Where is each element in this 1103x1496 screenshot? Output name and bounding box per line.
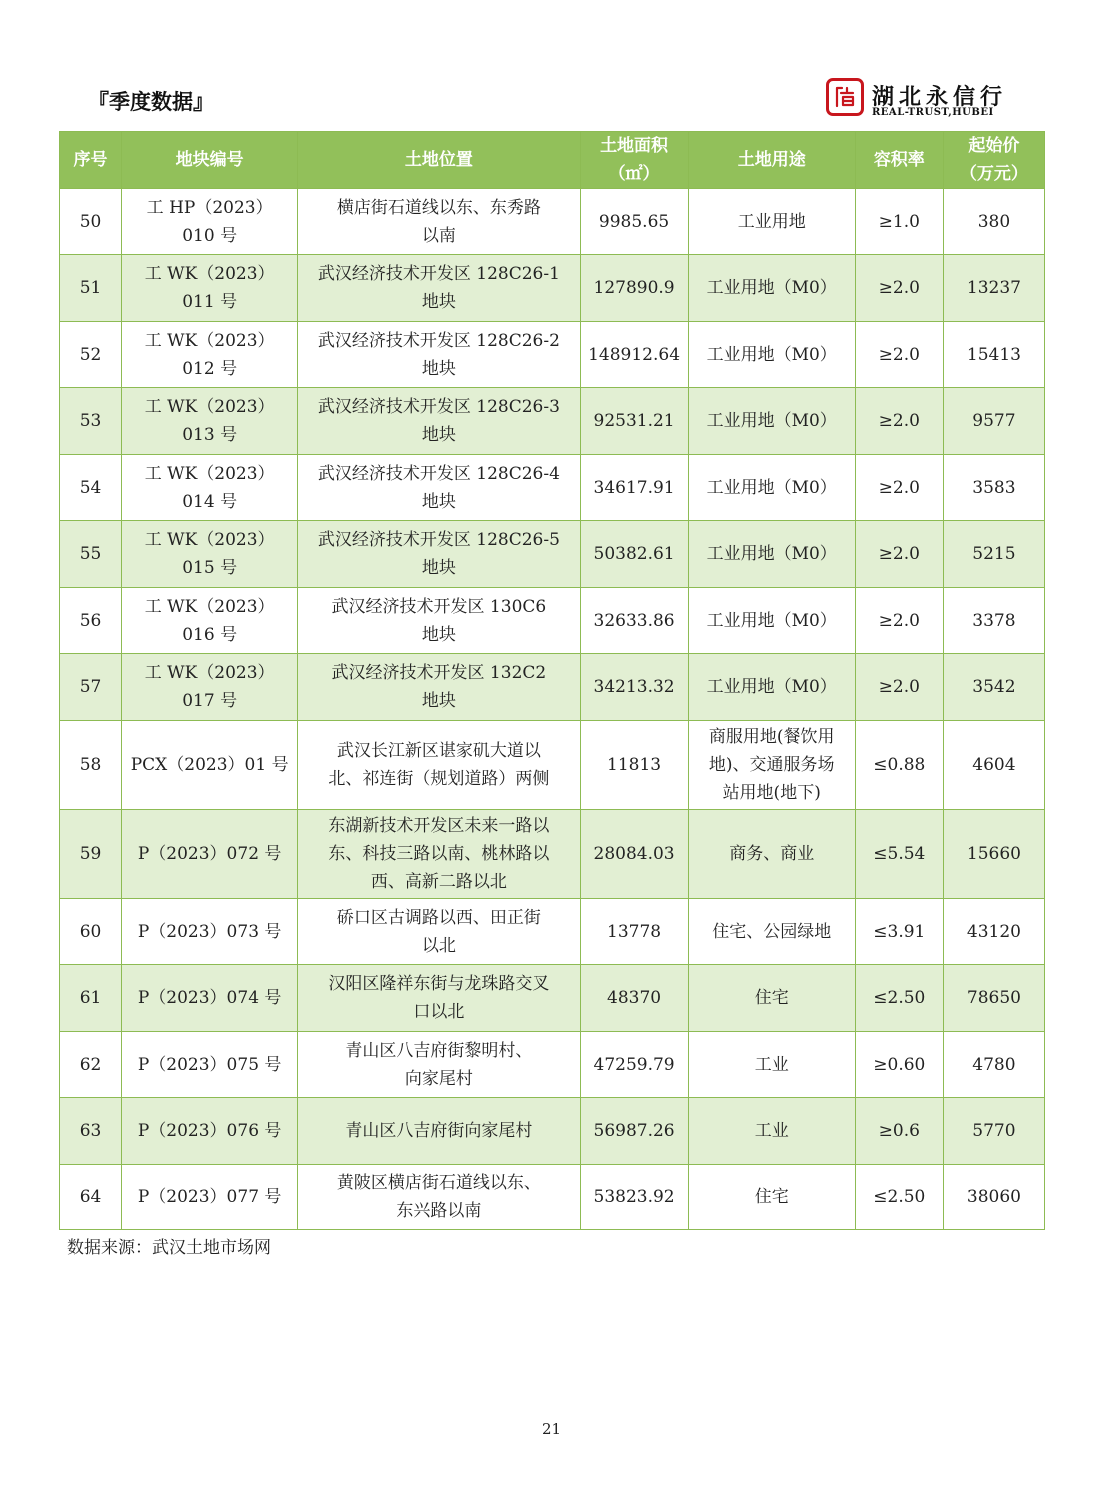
table-cell (855, 721, 943, 810)
cell-line: 5770 (972, 1121, 1016, 1141)
column-header (855, 132, 943, 189)
cell-line: 4604 (972, 755, 1016, 775)
cell-line: 014 号 (182, 491, 238, 512)
data-source-note: 数据来源：武汉土地市场网 (67, 1238, 271, 1258)
cell-line: ≥2.0 (878, 278, 920, 298)
logo-chinese-name: 湖北永信行 (872, 85, 1008, 110)
cell-line: 地块编号 (175, 150, 244, 170)
table-cell (298, 810, 580, 899)
table-cell (688, 1032, 855, 1098)
column-header (60, 132, 122, 189)
cell-line: 工 WK（2023） (144, 397, 275, 417)
table-cell (60, 255, 122, 322)
cell-line: 土地用途 (737, 150, 806, 170)
cell-line: ≥2.0 (878, 344, 920, 365)
table-cell (122, 189, 298, 255)
table-cell (688, 388, 855, 455)
cell-line: 34213.32 (593, 677, 675, 697)
cell-line: 43120 (966, 921, 1021, 942)
table-cell (298, 1165, 580, 1230)
cell-line: 以南 (421, 225, 456, 246)
table-cell (943, 810, 1044, 899)
table-cell (943, 1098, 1044, 1165)
table-cell (580, 189, 688, 255)
cell-line: 92531.21 (593, 411, 675, 431)
cell-line: 工业用地（M0） (706, 477, 837, 498)
cell-line: 青山区八吉府街黎明村、 (345, 1040, 533, 1061)
cell-line: 010 号 (182, 225, 238, 246)
cell-line: 55 (79, 544, 102, 564)
table-cell (855, 965, 943, 1032)
cell-line: 武汉经济技术开发区 130C6 (331, 596, 547, 617)
table-cell (943, 654, 1044, 721)
cell-line: 59 (79, 844, 102, 864)
table-cell (122, 1098, 298, 1165)
cell-line: 东兴路以南 (396, 1201, 482, 1221)
cell-line: 38060 (966, 1187, 1021, 1207)
table-cell (60, 189, 122, 255)
cell-line: 11813 (607, 755, 662, 775)
table-cell (122, 455, 298, 521)
cell-line: 013 号 (182, 425, 238, 445)
table-cell (60, 588, 122, 654)
cell-line: P（2023）076 号 (137, 1121, 282, 1141)
cell-line: 78650 (966, 988, 1021, 1008)
cell-line: 50 (79, 211, 102, 232)
cell-line: 56987.26 (593, 1121, 675, 1141)
cell-line: 3542 (972, 677, 1016, 697)
table-cell (60, 899, 122, 965)
table-cell (298, 899, 580, 965)
column-header (688, 132, 855, 189)
table-cell (298, 521, 580, 588)
cell-line: ≤5.54 (873, 844, 926, 864)
table-cell (855, 899, 943, 965)
cell-line: ≤2.50 (873, 988, 926, 1008)
cell-line: 53 (79, 411, 102, 431)
table-cell (60, 455, 122, 521)
cell-line: （万元） (959, 164, 1028, 184)
company-logo (826, 78, 1026, 122)
table-row (60, 1165, 1045, 1230)
table-cell (580, 721, 688, 810)
cell-line: 016 号 (182, 624, 238, 645)
cell-line: 51 (79, 278, 102, 298)
table-cell (298, 455, 580, 521)
cell-line: ≤2.50 (873, 1187, 926, 1207)
cell-line: ≥2.0 (878, 544, 920, 564)
table-body (60, 189, 1045, 1230)
table-cell (122, 521, 298, 588)
cell-line: 工业用地（M0） (706, 411, 837, 431)
table-cell (943, 189, 1044, 255)
cell-line: 148912.64 (588, 344, 681, 365)
cell-line: P（2023）072 号 (137, 844, 282, 864)
table-cell (298, 654, 580, 721)
cell-line: 以北 (421, 935, 456, 956)
table-cell (943, 388, 1044, 455)
table-row (60, 189, 1045, 255)
cell-line: 地)、交通服务场 (708, 755, 835, 775)
table-cell (60, 1098, 122, 1165)
table-cell (688, 455, 855, 521)
table-cell (298, 721, 580, 810)
table-cell (298, 322, 580, 388)
cell-line: 西、高新二路以北 (370, 872, 507, 892)
table-row (60, 810, 1045, 899)
cell-line: 工业用地 (737, 211, 806, 232)
cell-line: 63 (79, 1121, 102, 1141)
cell-line: 地块 (421, 292, 456, 312)
table-cell (580, 1098, 688, 1165)
cell-line: 011 号 (182, 292, 238, 312)
cell-line: 48370 (607, 988, 662, 1008)
table-row (60, 455, 1045, 521)
cell-line: P（2023）075 号 (137, 1054, 282, 1075)
cell-line: 汉阳区隆祥东街与龙珠路交叉 (328, 974, 550, 994)
cell-line: 15413 (966, 344, 1021, 365)
table-cell (688, 255, 855, 322)
cell-line: 工 WK（2023） (144, 530, 275, 550)
cell-line: 127890.9 (593, 278, 675, 298)
cell-line: 64 (79, 1187, 102, 1207)
cell-line: 57 (79, 677, 102, 697)
cell-line: 28084.03 (593, 844, 675, 864)
table-cell (688, 521, 855, 588)
table-row (60, 1098, 1045, 1165)
table-cell (298, 388, 580, 455)
cell-line: 56 (79, 610, 102, 631)
cell-line: ≥2.0 (878, 411, 920, 431)
cell-line: 工 WK（2023） (144, 596, 275, 617)
table-cell (855, 322, 943, 388)
cell-line: 站用地(地下) (722, 783, 821, 803)
cell-line: 青山区八吉府街向家尾村 (345, 1121, 533, 1141)
table-row (60, 388, 1045, 455)
table-cell (60, 388, 122, 455)
cell-line: 地块 (421, 558, 456, 578)
table-cell (580, 521, 688, 588)
table-cell (60, 810, 122, 899)
table-cell (122, 899, 298, 965)
cell-line: ≥0.6 (878, 1121, 920, 1141)
table-cell (943, 455, 1044, 521)
cell-line: 口以北 (413, 1002, 465, 1022)
cell-line: P（2023）077 号 (137, 1187, 282, 1207)
table-cell (580, 322, 688, 388)
cell-line: 9577 (972, 411, 1016, 431)
cell-line: 61 (79, 988, 102, 1008)
page-number: 21 (541, 1420, 562, 1438)
table-cell (580, 1032, 688, 1098)
table-header-row (60, 132, 1045, 189)
table-cell (580, 388, 688, 455)
table-cell (943, 721, 1044, 810)
cell-line: 住宅 (754, 1187, 789, 1207)
cell-line: 3378 (972, 610, 1016, 631)
table-cell (122, 322, 298, 388)
table-row (60, 322, 1045, 388)
table-cell (122, 810, 298, 899)
table-cell (855, 1165, 943, 1230)
cell-line: 地块 (421, 491, 456, 512)
cell-line: 34617.91 (593, 477, 675, 498)
cell-line: 东、科技三路以南、桃林路以 (328, 844, 550, 864)
table-cell (122, 388, 298, 455)
table-cell (298, 189, 580, 255)
table-cell (580, 455, 688, 521)
cell-line: 起始价 (968, 136, 1020, 156)
cell-line: 4780 (972, 1054, 1016, 1075)
table-cell (60, 322, 122, 388)
cell-line: 工业用地（M0） (706, 677, 837, 697)
table-cell (943, 322, 1044, 388)
table-cell (943, 255, 1044, 322)
cell-line: 住宅 (754, 988, 789, 1008)
table-cell (298, 1032, 580, 1098)
cell-line: 工 HP（2023） (146, 197, 273, 218)
table-cell (688, 899, 855, 965)
table-cell (60, 965, 122, 1032)
table-cell (688, 588, 855, 654)
table-cell (122, 255, 298, 322)
table-cell (943, 588, 1044, 654)
cell-line: 工 WK（2023） (144, 330, 275, 351)
table-cell (580, 965, 688, 1032)
cell-line: 工 WK（2023） (144, 264, 275, 284)
cell-line: 商务、商业 (729, 844, 815, 864)
table-row (60, 255, 1045, 322)
cell-line: P（2023）074 号 (137, 988, 282, 1008)
cell-line: 地块 (421, 358, 456, 379)
cell-line: 53823.92 (593, 1187, 675, 1207)
table-cell (60, 1032, 122, 1098)
cell-line: 32633.86 (593, 610, 675, 631)
cell-line: ≥2.0 (878, 610, 920, 631)
seal-icon (826, 78, 864, 116)
cell-line: ≤3.91 (873, 921, 926, 942)
table-cell (298, 1098, 580, 1165)
column-header (298, 132, 580, 189)
cell-line: 工业用地（M0） (706, 544, 837, 564)
cell-line: 硚口区古调路以西、田正街 (336, 907, 541, 928)
cell-line: 5215 (972, 544, 1016, 564)
table-cell (580, 654, 688, 721)
table-cell (298, 255, 580, 322)
table-cell (122, 721, 298, 810)
cell-line: 地块 (421, 425, 456, 445)
table-cell (580, 1165, 688, 1230)
page-header (0, 0, 1103, 130)
table-cell (688, 322, 855, 388)
cell-line: ≥0.60 (873, 1054, 926, 1075)
column-header (122, 132, 298, 189)
cell-line: 13237 (966, 278, 1021, 298)
table-cell (688, 721, 855, 810)
table-cell (688, 1165, 855, 1230)
table-cell (688, 1098, 855, 1165)
table-cell (688, 654, 855, 721)
table-cell (122, 965, 298, 1032)
cell-line: ≥1.0 (878, 211, 920, 232)
cell-line: 土地面积 (600, 136, 669, 156)
cell-line: 50382.61 (593, 544, 675, 564)
table-row (60, 521, 1045, 588)
cell-line: 住宅、公园绿地 (712, 921, 832, 942)
cell-line: 15660 (966, 844, 1021, 864)
cell-line: 序号 (73, 150, 108, 170)
table-cell (855, 1098, 943, 1165)
cell-line: 地块 (421, 624, 456, 645)
table-row (60, 965, 1045, 1032)
land-auction-table (59, 131, 1045, 1230)
cell-line: 54 (79, 477, 102, 498)
cell-line: ≥2.0 (878, 477, 920, 498)
cell-line: 横店街石道线以东、东秀路 (336, 197, 541, 218)
table-cell (580, 588, 688, 654)
cell-line: 商服用地(餐饮用 (708, 727, 835, 747)
table-cell (60, 721, 122, 810)
cell-line: 向家尾村 (404, 1068, 473, 1089)
table-row (60, 588, 1045, 654)
cell-line: 武汉经济技术开发区 128C26-1 (317, 264, 560, 284)
table-cell (855, 189, 943, 255)
table-cell (688, 810, 855, 899)
table-cell (855, 521, 943, 588)
cell-line: 北、祁连街（规划道路）两侧 (328, 769, 550, 789)
cell-line: 60 (79, 921, 102, 942)
cell-line: 工业 (754, 1054, 789, 1075)
cell-line: 52 (79, 344, 102, 365)
cell-line: 工业用地（M0） (706, 610, 837, 631)
table-cell (855, 588, 943, 654)
cell-line: 容积率 (873, 150, 925, 170)
table-cell (580, 899, 688, 965)
column-header (943, 132, 1044, 189)
cell-line: ≤0.88 (873, 755, 926, 775)
table-cell (855, 455, 943, 521)
table-cell (855, 1032, 943, 1098)
cell-line: 工 WK（2023） (144, 663, 275, 683)
cell-line: 13778 (607, 921, 662, 942)
cell-line: （㎡） (608, 164, 660, 184)
cell-line: 015 号 (182, 558, 238, 578)
cell-line: 9985.65 (598, 211, 670, 232)
cell-line: PCX（2023）01 号 (130, 755, 289, 775)
table-cell (855, 388, 943, 455)
cell-line: P（2023）073 号 (137, 921, 282, 942)
table-cell (943, 521, 1044, 588)
cell-line: 武汉经济技术开发区 128C26-4 (317, 463, 560, 484)
cell-line: 武汉经济技术开发区 128C26-5 (317, 530, 560, 550)
table-row (60, 654, 1045, 721)
cell-line: 62 (79, 1054, 102, 1075)
table-cell (122, 1032, 298, 1098)
table-cell (122, 654, 298, 721)
table-cell (580, 255, 688, 322)
table-cell (855, 255, 943, 322)
table-cell (60, 521, 122, 588)
logo-english-name: REAL-TRUST,HUBEI (872, 107, 994, 118)
table-cell (60, 1165, 122, 1230)
cell-line: 黄陂区横店街石道线以东、 (336, 1173, 541, 1193)
cell-line: 地块 (421, 691, 456, 711)
cell-line: 东湖新技术开发区未来一路以 (328, 816, 550, 836)
table-cell (580, 810, 688, 899)
table-cell (298, 588, 580, 654)
cell-line: 58 (79, 755, 102, 775)
cell-line: 武汉经济技术开发区 132C2 (331, 663, 547, 683)
cell-line: 工 WK（2023） (144, 463, 275, 484)
cell-line: 武汉长江新区谌家矶大道以 (336, 741, 541, 761)
cell-line: 工业用地（M0） (706, 278, 837, 298)
table-cell (688, 189, 855, 255)
section-title: 『季度数据』 (88, 90, 214, 114)
cell-line: ≥2.0 (878, 677, 920, 697)
cell-line: 工业用地（M0） (706, 344, 837, 365)
table-row (60, 1032, 1045, 1098)
table-cell (855, 810, 943, 899)
cell-line: 工业 (754, 1121, 789, 1141)
cell-line: 武汉经济技术开发区 128C26-2 (317, 330, 560, 351)
table-cell (943, 899, 1044, 965)
cell-line: 武汉经济技术开发区 128C26-3 (317, 397, 560, 417)
cell-line: 380 (977, 211, 1011, 232)
table-cell (298, 965, 580, 1032)
cell-line: 土地位置 (404, 150, 473, 170)
table-cell (943, 965, 1044, 1032)
table-row (60, 899, 1045, 965)
table-cell (943, 1165, 1044, 1230)
cell-line: 012 号 (182, 358, 238, 379)
table-cell (943, 1032, 1044, 1098)
cell-line: 017 号 (182, 691, 238, 711)
table-row (60, 721, 1045, 810)
table-cell (855, 654, 943, 721)
table-cell (122, 588, 298, 654)
cell-line: 3583 (972, 477, 1016, 498)
table-cell (122, 1165, 298, 1230)
cell-line: 47259.79 (593, 1054, 675, 1075)
table-cell (688, 965, 855, 1032)
table-cell (60, 654, 122, 721)
column-header (580, 132, 688, 189)
